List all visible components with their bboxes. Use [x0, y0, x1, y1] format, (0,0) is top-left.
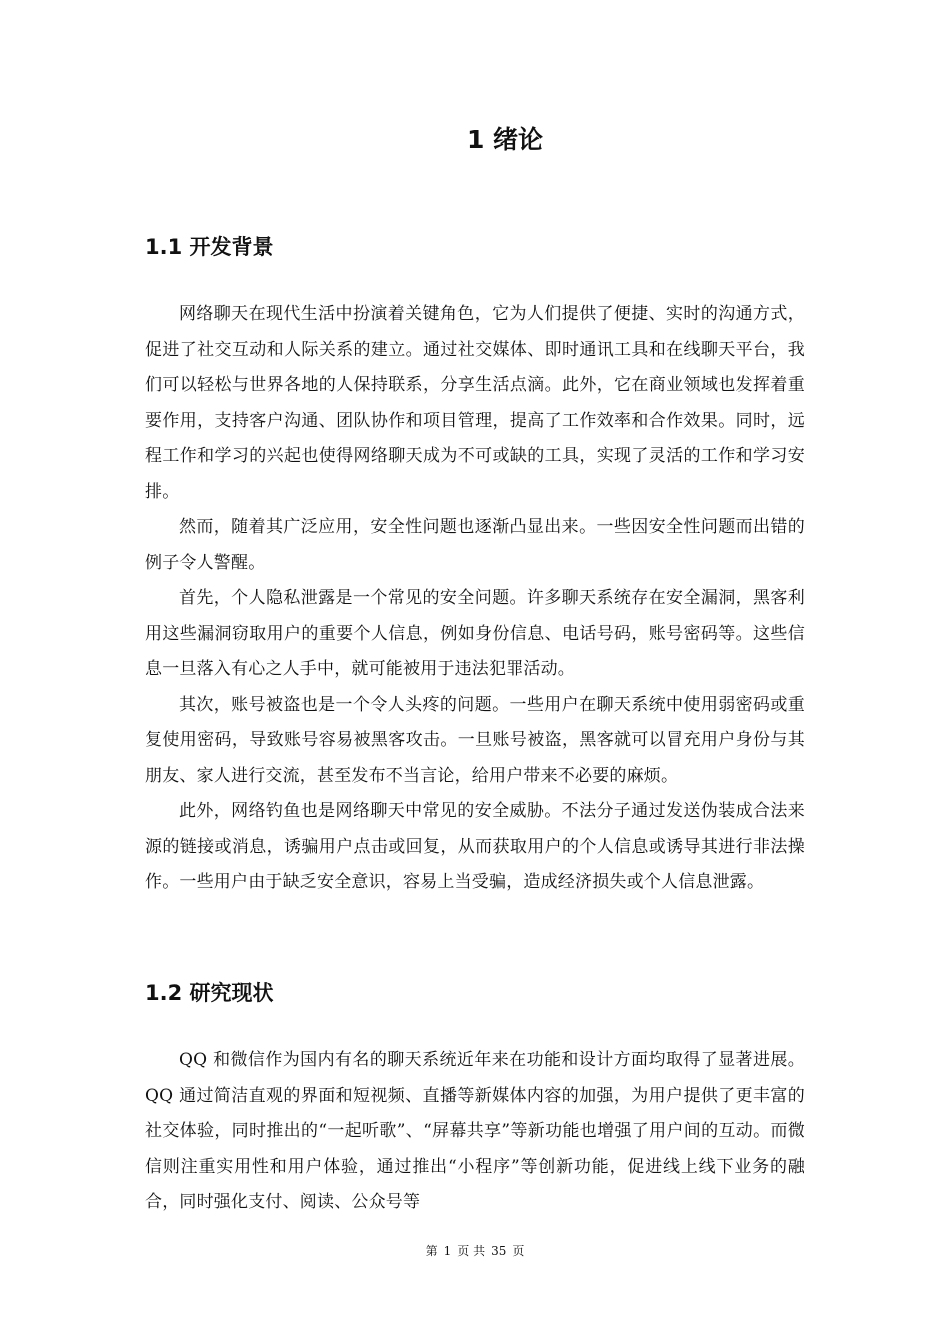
paragraph: 此外，网络钓鱼也是网络聊天中常见的安全威胁。不法分子通过发送伪装成合法来源的链接或消息，诱骗用户点击或回复，从而获取用户的个人信息或诱导其进行非法操作。一些用户由于缺乏安全意识，容易上当受骗，造成经济损失或个人信息泄露。: [145, 801, 805, 892]
footer-total-pages: 35: [491, 1244, 507, 1258]
page-footer: [0, 1242, 950, 1259]
section-heading-research-status: 1.2 研究现状: [145, 981, 274, 1005]
section-body-research-status: [145, 1043, 805, 1221]
paragraph: 网络聊天在现代生活中扮演着关键角色，它为人们提供了便捷、实时的沟通方式，促进了社交互动和人际关系的建立。通过社交媒体、即时通讯工具和在线聊天平台，我们可以轻松与世界各地的人保持联系，分享生活点滴。此外，它在商业领域也发挥着重要作用，支持客户沟通、团队协作和项目管理，提高了工作效率和合作效果。同时，远程工作和学习的兴起也使得网络聊天成为不可或缺的工具，实现了灵活的工作和学习安排。: [145, 304, 805, 502]
section-body-development-background: [145, 297, 805, 901]
footer-page-number: 1: [443, 1244, 452, 1258]
paragraph: QQ 和微信作为国内有名的聊天系统近年来在功能和设计方面均取得了显著进展。QQ 通过简洁直观的界面和短视频、直播等新媒体内容的加强，为用户提供了更丰富的社交体验，同时推出的“一起听歌”、“屏幕共享”等新功能也增强了用户间的互动。而微信则注重实用性和用户体验，通过推出“小程序”等创新功能，促进线上线下业务的融合，同时强化支付、阅读、公众号等: [145, 1050, 805, 1212]
section-heading-development-background: 1.1 开发背景: [145, 235, 274, 259]
paragraph: 然而，随着其广泛应用，安全性问题也逐渐凸显出来。一些因安全性问题而出错的例子令人警醒。: [145, 517, 805, 573]
footer-suffix: 页: [512, 1244, 525, 1258]
paragraph: 首先，个人隐私泄露是一个常见的安全问题。许多聊天系统存在安全漏洞，黑客利用这些漏洞窃取用户的重要个人信息，例如身份信息、电话号码，账号密码等。这些信息一旦落入有心之人手中，就可能被用于违法犯罪活动。: [145, 588, 805, 679]
chapter-title: 1 绪论: [466, 125, 544, 154]
paragraph: 其次，账号被盗也是一个令人头疼的问题。一些用户在聊天系统中使用弱密码或重复使用密码，导致账号容易被黑客攻击。一旦账号被盗，黑客就可以冒充用户身份与其朋友、家人进行交流，甚至发布不当言论，给用户带来不必要的麻烦。: [145, 694, 805, 786]
footer-prefix: 第: [425, 1244, 438, 1258]
footer-middle: 页 共: [457, 1244, 486, 1258]
